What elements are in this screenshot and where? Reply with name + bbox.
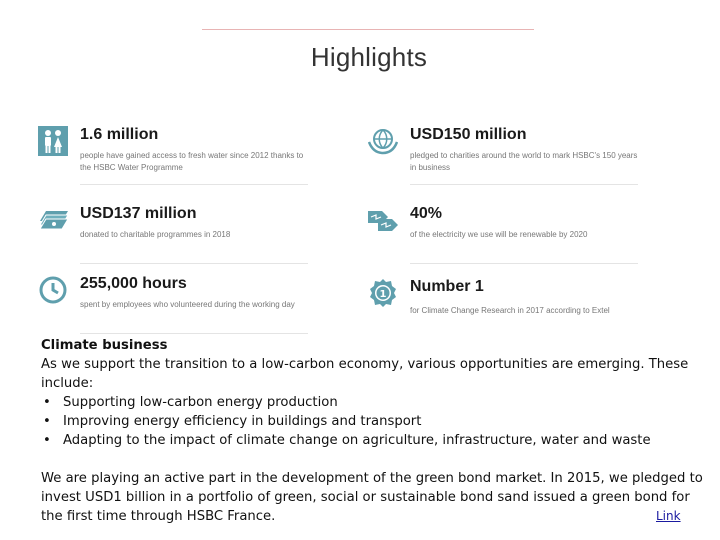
bullet-marker: • bbox=[43, 414, 51, 429]
highlight-volunteering bbox=[38, 275, 298, 345]
highlight-renewable bbox=[368, 205, 628, 275]
highlight-divider bbox=[410, 263, 638, 264]
energy-arrows-icon bbox=[368, 205, 398, 235]
highlight-donations bbox=[38, 205, 298, 275]
globe-hands-icon bbox=[368, 126, 398, 156]
clock-icon bbox=[38, 275, 68, 305]
list-item bbox=[41, 393, 706, 412]
highlight-charity bbox=[368, 126, 638, 196]
highlight-description: of the electricity we use will be renewable by 2020 bbox=[410, 230, 588, 239]
list-item bbox=[41, 412, 706, 431]
highlight-description: people have gained access to fresh water since 2012 thanks to the HSBC Water Programme bbox=[80, 151, 304, 172]
list-item-text: Improving energy efficiency in buildings and transport bbox=[63, 414, 422, 429]
bullet-marker: • bbox=[43, 433, 51, 448]
award-medal-icon bbox=[368, 278, 398, 308]
svg-text:1: 1 bbox=[379, 289, 387, 300]
section-heading: Climate business bbox=[41, 338, 168, 353]
highlight-divider bbox=[80, 184, 308, 185]
highlight-description: donated to charitable programmes in 2018 bbox=[80, 230, 231, 239]
list-item-text: Supporting low-carbon energy production bbox=[63, 395, 338, 410]
highlight-people bbox=[38, 126, 304, 196]
highlight-value: USD137 million bbox=[80, 205, 197, 222]
list-item-text: Adapting to the impact of climate change on agriculture, infrastructure, water and waste bbox=[63, 433, 651, 448]
climate-business-section bbox=[41, 336, 706, 526]
bullet-marker: • bbox=[43, 395, 51, 410]
highlight-description: for Climate Change Research in 2017 according to Extel bbox=[410, 306, 610, 315]
highlight-divider bbox=[80, 333, 308, 334]
banknotes-icon bbox=[38, 205, 68, 235]
highlight-value: 1.6 million bbox=[80, 126, 159, 143]
opportunity-list bbox=[41, 393, 706, 450]
highlight-value: 40% bbox=[410, 205, 443, 222]
highlight-value: USD150 million bbox=[410, 126, 527, 143]
highlight-divider bbox=[410, 184, 638, 185]
highlight-description: spent by employees who volunteered during the working day bbox=[80, 300, 295, 309]
highlight-description: pledged to charities around the world to mark HSBC's 150 years in business bbox=[410, 151, 638, 172]
top-rule bbox=[202, 29, 534, 30]
highlight-value: 255,000 hours bbox=[80, 275, 187, 292]
link[interactable]: Link bbox=[656, 509, 681, 523]
green-bond-paragraph: We are playing an active part in the development of the green bond market. In 2015, we pledged to invest USD1 billion in a portfolio of green, social or sustainable bond sand issued a green bond for the first time through HSBC France. bbox=[41, 471, 703, 524]
list-item bbox=[41, 431, 706, 450]
highlight-divider bbox=[80, 263, 308, 264]
people-icon bbox=[38, 126, 68, 156]
page-title: Highlights bbox=[310, 42, 428, 72]
highlight-value: Number 1 bbox=[410, 278, 484, 295]
section-intro: As we support the transition to a low-carbon economy, various opportunities are emerging. These include: bbox=[41, 357, 689, 391]
